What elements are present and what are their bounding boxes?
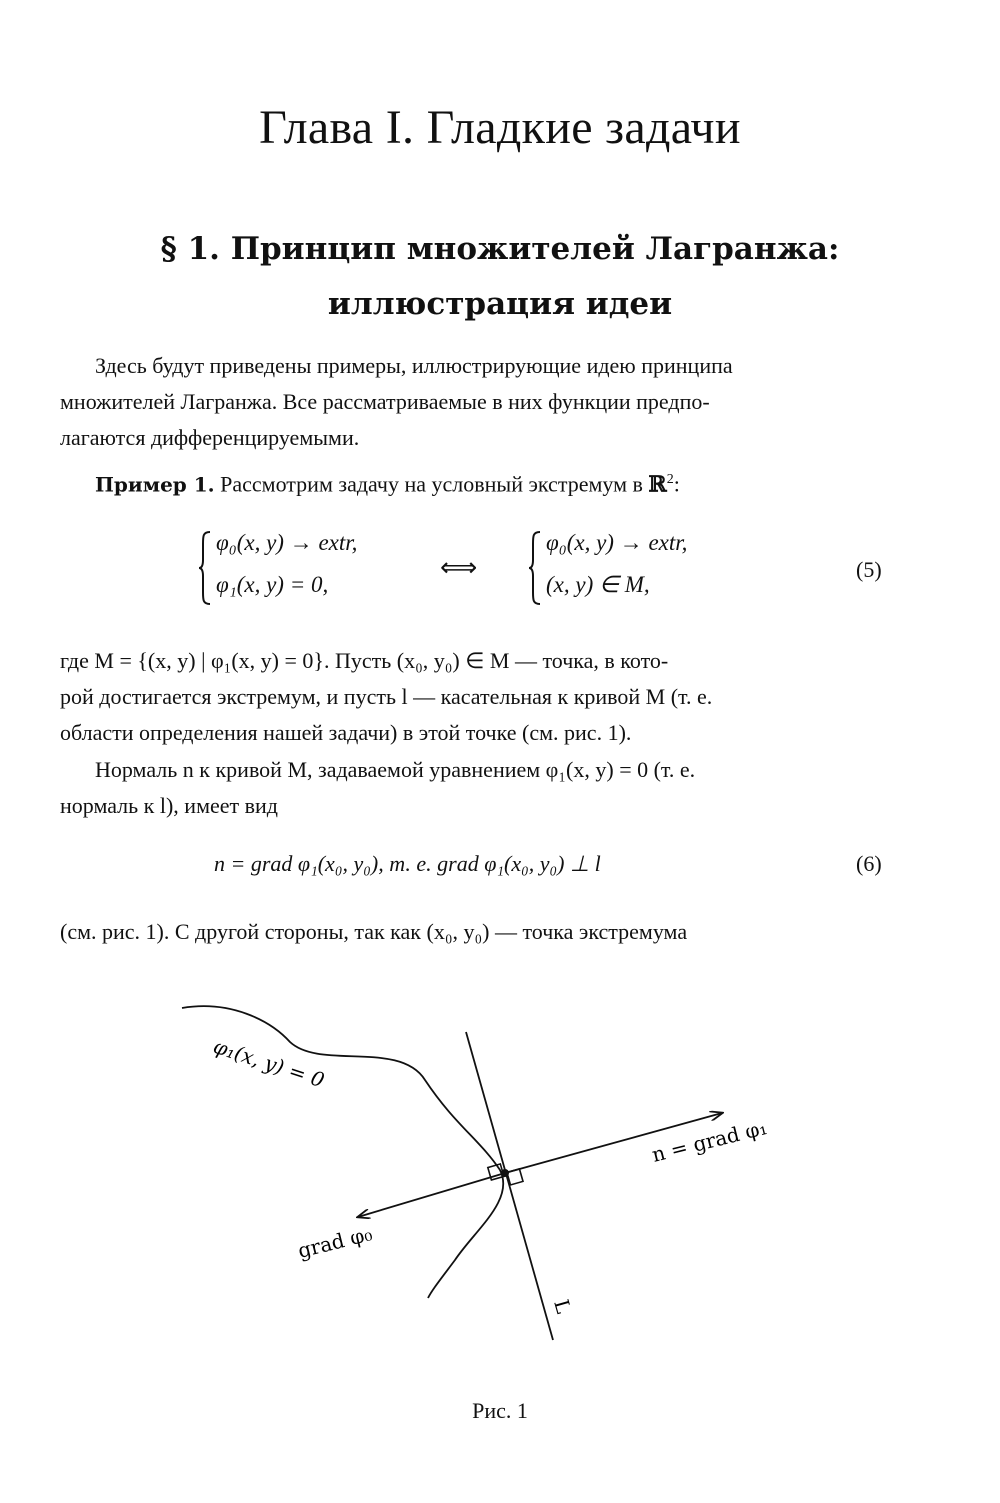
example-colon: : <box>673 471 680 497</box>
grad-phi0-arrow <box>358 1173 505 1217</box>
tangent-label: L <box>549 1296 576 1317</box>
example-heading: Пример 1. <box>95 472 215 497</box>
left-brace-icon <box>198 530 212 606</box>
real-space-symbol: ℝ <box>648 471 667 498</box>
iff-symbol: ⟺ <box>440 553 478 583</box>
example-text: Рассмотрим задачу на условный экстремум в <box>220 471 643 497</box>
right-system-brace-icon <box>528 530 542 606</box>
grad-phi0-label: grad φ₀ <box>295 1221 375 1263</box>
section-title-line-2: иллюстрация идеи <box>327 286 673 322</box>
example-paragraph <box>60 462 888 502</box>
normal-label: n = grad φ₁ <box>649 1115 770 1167</box>
intro-line-1: Здесь будут приведены примеры, иллюстрирующие идею принципа <box>95 353 733 378</box>
continuation-line-1: (см. рис. 1). С другой стороны, так как (x₀, y₀) — точка экстремума <box>60 919 688 944</box>
system-right-line-2: (x, y) ∈ M, <box>546 572 650 597</box>
normal-paragraph <box>60 752 888 824</box>
tangent-line <box>466 1032 553 1340</box>
intro-line-2: множителей Лагранжа. Все рассматриваемые в них функции предпо- <box>60 389 710 414</box>
right-angle-mark <box>507 1169 523 1185</box>
equation-6-number: (6) <box>856 851 882 876</box>
normal-line-2: нормаль к l), имеет вид <box>60 793 279 818</box>
equation-6: n = grad φ₁(x₀, y₀), т. е. grad φ₁(x₀, y₀) ⊥ l <box>214 851 601 876</box>
intro-line-3: лагаются дифференцируемыми. <box>60 425 360 450</box>
system-right <box>528 530 768 610</box>
tangency-point <box>501 1169 509 1177</box>
real-space-power: 2 <box>666 472 674 487</box>
system-left-line-2: φ₁(x, y) = 0, <box>216 572 329 597</box>
section-title-line-1: § 1. Принцип множителей Лагранжа: <box>160 231 840 267</box>
equation-5-number: (5) <box>856 557 882 582</box>
figure-1 <box>170 990 810 1350</box>
system-left <box>198 530 428 610</box>
intro-paragraph <box>60 348 888 456</box>
system-left-line-1: φ₀(x, y) → extr, <box>216 530 358 555</box>
chapter-title: Глава I. Гладкие задачи <box>259 101 741 154</box>
normal-line-1: Нормаль n к кривой M, задаваемой уравнением φ₁(x, y) = 0 (т. е. <box>95 757 696 782</box>
section-title <box>60 222 940 332</box>
continuation-paragraph <box>60 914 888 950</box>
where-line-2: рой достигается экстремум, и пусть l — касательная к кривой M (т. е. <box>60 684 713 709</box>
curve-label: φ₁(x, y) = 0 <box>210 1033 328 1093</box>
system-right-line-1: φ₀(x, y) → extr, <box>546 530 688 555</box>
where-line-3: области определения нашей задачи) в этой точке (см. рис. 1). <box>60 720 632 745</box>
where-line-1: где M = {(x, y) | φ₁(x, y) = 0}. Пусть (x₀, y₀) ∈ M — точка, в кото- <box>60 648 669 673</box>
figure-caption: Рис. 1 <box>472 1398 528 1423</box>
where-paragraph <box>60 643 888 751</box>
